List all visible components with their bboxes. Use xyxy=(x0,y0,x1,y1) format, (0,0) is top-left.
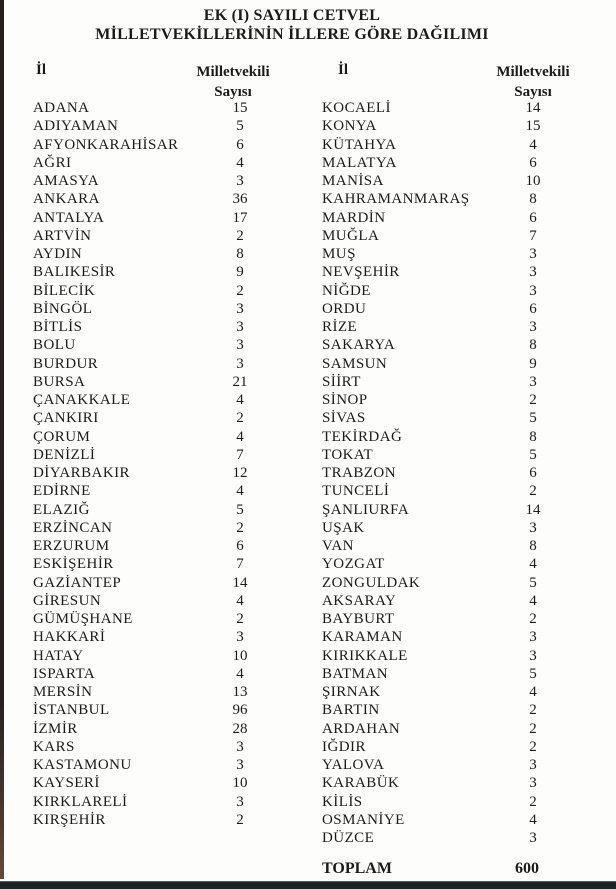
province-name: TUNCELİ xyxy=(322,483,390,500)
document-title xyxy=(0,6,584,44)
mp-count: 2 xyxy=(236,410,244,427)
table-row xyxy=(322,628,592,646)
province-name: ESKİŞEHİR xyxy=(33,556,114,573)
table-row xyxy=(33,701,303,719)
mp-count: 3 xyxy=(529,830,537,846)
mp-count: 2 xyxy=(529,483,537,500)
scan-bottom-bar-artifact xyxy=(0,881,616,889)
table-row xyxy=(33,245,303,263)
province-name: KİLİS xyxy=(322,793,363,810)
mp-count: 4 xyxy=(529,556,537,573)
province-name: NİĞDE xyxy=(322,282,371,299)
column-header-province-left: İl xyxy=(36,62,47,78)
province-name: DENİZLİ xyxy=(33,446,96,463)
province-name: ŞANLIURFA xyxy=(322,501,410,518)
mp-count: 2 xyxy=(529,611,537,627)
table-row xyxy=(33,574,303,592)
table-row xyxy=(322,336,592,354)
province-name: KIRIKKALE xyxy=(322,647,408,664)
province-name: ERZİNCAN xyxy=(33,519,113,536)
table-row xyxy=(33,464,303,482)
province-name: SAKARYA xyxy=(322,337,396,354)
province-name: AFYONKARAHİSAR xyxy=(33,136,179,153)
mp-count: 5 xyxy=(529,446,537,463)
table-row xyxy=(322,172,592,190)
province-name: SİNOP xyxy=(322,392,368,408)
mp-count: 7 xyxy=(529,227,537,244)
mp-count: 12 xyxy=(232,465,248,481)
table-row xyxy=(322,555,592,573)
scan-left-edge-artifact xyxy=(0,0,4,879)
province-name: ARDAHAN xyxy=(322,720,401,737)
province-name: ERZURUM xyxy=(33,538,110,554)
mp-count: 10 xyxy=(525,173,541,189)
table-row xyxy=(322,501,592,519)
province-name: ADIYAMAN xyxy=(33,118,119,135)
mp-count: 4 xyxy=(529,592,537,609)
province-name: KAHRAMANMARAŞ xyxy=(322,191,470,208)
mp-count: 2 xyxy=(529,702,537,719)
table-row xyxy=(33,318,303,336)
province-name: AKSARAY xyxy=(322,592,397,609)
table-row xyxy=(322,117,592,135)
title-line-2: MİLLETVEKİLLERİNİN İLLERE GÖRE DAĞILIMI xyxy=(95,26,489,43)
province-name: DÜZCE xyxy=(322,830,375,846)
mp-count: 4 xyxy=(236,154,244,171)
table-row xyxy=(322,811,592,829)
mp-count: 3 xyxy=(236,337,244,354)
province-name: TEKİRDAĞ xyxy=(322,428,403,445)
mp-count: 3 xyxy=(236,757,244,773)
count-header-line-2: Sayısı xyxy=(214,84,252,100)
province-name: SİVAS xyxy=(322,410,366,427)
province-name: GAZİANTEP xyxy=(33,574,122,591)
table-row xyxy=(322,355,592,373)
mp-count: 4 xyxy=(236,392,244,408)
province-name: MANİSA xyxy=(322,173,384,189)
province-name: YALOVA xyxy=(322,757,385,773)
column-header-count-right xyxy=(473,62,593,102)
mp-count: 4 xyxy=(236,428,244,445)
table-row xyxy=(33,117,303,135)
table-row xyxy=(33,409,303,427)
province-name: KIRKLARELİ xyxy=(33,793,128,810)
province-name: SİİRT xyxy=(322,373,361,390)
mp-count: 15 xyxy=(525,118,541,135)
table-row xyxy=(33,537,303,555)
province-name: GİRESUN xyxy=(33,592,102,609)
province-name: AMASYA xyxy=(33,173,100,189)
province-name: YOZGAT xyxy=(322,556,385,573)
table-row xyxy=(33,172,303,190)
mp-count: 2 xyxy=(236,611,244,627)
mp-count: 2 xyxy=(529,720,537,737)
province-name: MALATYA xyxy=(322,154,397,171)
mp-count: 3 xyxy=(236,319,244,335)
mp-count: 10 xyxy=(232,775,248,792)
province-name: BURDUR xyxy=(33,355,99,372)
table-row xyxy=(322,464,592,482)
table-row xyxy=(322,738,592,756)
mp-count: 15 xyxy=(232,100,248,116)
mp-count: 4 xyxy=(236,592,244,609)
table-row xyxy=(33,355,303,373)
column-header-count-left xyxy=(173,62,293,102)
mp-count: 2 xyxy=(236,519,244,536)
mp-count: 4 xyxy=(529,684,537,700)
province-name: KONYA xyxy=(322,118,377,135)
mp-count: 28 xyxy=(232,720,248,737)
mp-count: 7 xyxy=(236,556,244,573)
total-row xyxy=(322,859,592,879)
table-row xyxy=(33,774,303,792)
province-name: KARABÜK xyxy=(322,775,400,792)
province-name: ADANA xyxy=(33,100,90,116)
table-row xyxy=(322,537,592,555)
total-label: TOPLAM xyxy=(322,860,392,877)
table-row xyxy=(33,683,303,701)
mp-count: 6 xyxy=(236,136,244,153)
table-row xyxy=(322,756,592,774)
province-name: NEVŞEHİR xyxy=(322,264,400,281)
table-row xyxy=(322,774,592,792)
province-name: ANKARA xyxy=(33,191,100,208)
table-row xyxy=(33,793,303,811)
province-name: BALIKESİR xyxy=(33,264,116,281)
province-name: ARTVİN xyxy=(33,227,92,244)
mp-count: 9 xyxy=(236,264,244,281)
province-name: HATAY xyxy=(33,647,84,664)
column-header-province-right: İl xyxy=(338,62,349,78)
mp-count: 17 xyxy=(232,209,248,226)
table-row xyxy=(33,190,303,208)
mp-count: 13 xyxy=(232,684,248,700)
province-name: ELAZIĞ xyxy=(33,501,90,518)
table-row xyxy=(322,209,592,227)
table-row xyxy=(322,829,592,847)
table-row xyxy=(33,756,303,774)
mp-count: 5 xyxy=(236,118,244,135)
mp-count: 5 xyxy=(529,574,537,591)
mp-count: 14 xyxy=(525,100,541,116)
mp-count: 8 xyxy=(529,191,537,208)
province-name: TOKAT xyxy=(322,446,374,463)
mp-count: 14 xyxy=(525,501,541,518)
province-name: ANTALYA xyxy=(33,209,105,226)
mp-count: 21 xyxy=(232,373,248,390)
mp-count: 3 xyxy=(529,246,537,262)
province-name: BİLECİK xyxy=(33,282,96,299)
mp-count: 3 xyxy=(236,173,244,189)
table-row xyxy=(322,647,592,665)
province-name: KASTAMONU xyxy=(33,757,132,773)
province-name: AYDIN xyxy=(33,246,83,262)
province-name: KIRŞEHİR xyxy=(33,811,106,828)
table-row xyxy=(322,665,592,683)
province-name: VAN xyxy=(322,538,354,554)
table-row xyxy=(33,592,303,610)
province-name: MARDİN xyxy=(322,209,386,226)
table-row xyxy=(33,209,303,227)
table-row xyxy=(33,282,303,300)
province-name: HAKKARİ xyxy=(33,629,106,646)
province-name: KARS xyxy=(33,738,75,755)
table-row xyxy=(322,263,592,281)
mp-count: 8 xyxy=(236,246,244,262)
table-row xyxy=(322,245,592,263)
mp-count: 6 xyxy=(529,209,537,226)
mp-count: 6 xyxy=(529,300,537,317)
table-row xyxy=(322,300,592,318)
province-name: MERSİN xyxy=(33,684,93,700)
mp-count: 4 xyxy=(236,483,244,500)
table-row xyxy=(33,519,303,537)
table-row xyxy=(33,738,303,756)
mp-count: 3 xyxy=(529,629,537,646)
mp-count: 4 xyxy=(236,665,244,682)
table-row xyxy=(33,136,303,154)
province-name: BİTLİS xyxy=(33,319,83,335)
mp-count: 8 xyxy=(529,337,537,354)
province-name: BATMAN xyxy=(322,665,389,682)
mp-count: 96 xyxy=(232,702,248,719)
table-row xyxy=(33,154,303,172)
table-row xyxy=(322,373,592,391)
province-name: BAYBURT xyxy=(322,611,395,627)
province-name: TRABZON xyxy=(322,465,396,481)
table-row xyxy=(322,190,592,208)
mp-count: 2 xyxy=(236,282,244,299)
mp-count: 3 xyxy=(529,282,537,299)
table-row xyxy=(33,501,303,519)
mp-count: 10 xyxy=(232,647,248,664)
table-row xyxy=(322,446,592,464)
mp-count: 8 xyxy=(529,428,537,445)
province-name: RİZE xyxy=(322,319,358,335)
table-row xyxy=(322,99,592,117)
mp-count: 36 xyxy=(232,191,248,208)
count-header-line-1: Milletvekili xyxy=(496,64,570,80)
province-name: ÇANKIRI xyxy=(33,410,99,427)
table-row xyxy=(322,409,592,427)
province-name: ZONGULDAK xyxy=(322,574,421,591)
table-row xyxy=(33,227,303,245)
table-row xyxy=(33,263,303,281)
table-row xyxy=(322,793,592,811)
table-row xyxy=(33,482,303,500)
province-name: BİNGÖL xyxy=(33,300,93,317)
table-row xyxy=(322,428,592,446)
column-right xyxy=(322,99,592,847)
table-row xyxy=(322,610,592,628)
province-name: EDİRNE xyxy=(33,483,91,500)
table-row xyxy=(322,592,592,610)
province-name: UŞAK xyxy=(322,519,365,536)
mp-count: 5 xyxy=(529,665,537,682)
province-name: MUŞ xyxy=(322,246,356,262)
table-row xyxy=(322,154,592,172)
table-row xyxy=(33,428,303,446)
mp-count: 3 xyxy=(529,319,537,335)
mp-count: 3 xyxy=(236,629,244,646)
province-name: GÜMÜŞHANE xyxy=(33,611,133,627)
count-header-line-1: Milletvekili xyxy=(196,64,270,80)
mp-count: 3 xyxy=(236,355,244,372)
mp-count: 2 xyxy=(529,738,537,755)
province-name: MUĞLA xyxy=(322,227,380,244)
table-row xyxy=(322,574,592,592)
table-row xyxy=(33,628,303,646)
table-row xyxy=(322,701,592,719)
mp-count: 2 xyxy=(529,392,537,408)
table-row xyxy=(33,336,303,354)
table-row xyxy=(33,446,303,464)
mp-count: 2 xyxy=(236,227,244,244)
province-name: KARAMAN xyxy=(322,629,403,646)
table-row xyxy=(322,227,592,245)
table-row xyxy=(322,720,592,738)
province-name: BURSA xyxy=(33,373,86,390)
table-row xyxy=(33,391,303,409)
table-row xyxy=(33,720,303,738)
province-name: SAMSUN xyxy=(322,355,388,372)
table-row xyxy=(322,482,592,500)
mp-count: 7 xyxy=(236,446,244,463)
province-name: DİYARBAKIR xyxy=(33,465,131,481)
title-line-1: EK (I) SAYILI CETVEL xyxy=(203,7,381,24)
province-name: İSTANBUL xyxy=(33,702,110,719)
table-row xyxy=(33,555,303,573)
mp-count: 2 xyxy=(529,793,537,810)
province-name: OSMANİYE xyxy=(322,811,405,828)
table-row xyxy=(322,519,592,537)
province-name: ÇORUM xyxy=(33,428,91,445)
province-name: ŞIRNAK xyxy=(322,684,381,700)
mp-count: 9 xyxy=(529,355,537,372)
total-value: 600 xyxy=(515,860,539,877)
table-row xyxy=(33,99,303,117)
table-row xyxy=(33,647,303,665)
mp-count: 2 xyxy=(236,811,244,828)
mp-count: 5 xyxy=(236,501,244,518)
table-row xyxy=(322,282,592,300)
province-name: KÜTAHYA xyxy=(322,136,397,153)
table-row xyxy=(33,300,303,318)
mp-count: 3 xyxy=(236,738,244,755)
table-row xyxy=(322,136,592,154)
province-name: ISPARTA xyxy=(33,665,96,682)
mp-count: 3 xyxy=(529,775,537,792)
mp-count: 6 xyxy=(529,154,537,171)
table-row xyxy=(33,811,303,829)
table-row xyxy=(322,683,592,701)
province-name: BOLU xyxy=(33,337,76,354)
table-row xyxy=(322,318,592,336)
province-name: AĞRI xyxy=(33,154,72,171)
table-row xyxy=(33,665,303,683)
table-row xyxy=(33,373,303,391)
mp-count: 3 xyxy=(529,519,537,536)
mp-count: 3 xyxy=(529,373,537,390)
mp-count: 3 xyxy=(236,300,244,317)
mp-count: 6 xyxy=(236,538,244,554)
mp-count: 4 xyxy=(529,136,537,153)
province-name: KOCAELİ xyxy=(322,100,391,116)
province-name: BARTIN xyxy=(322,702,380,719)
province-name: ORDU xyxy=(322,300,367,317)
mp-count: 3 xyxy=(529,264,537,281)
mp-count: 6 xyxy=(529,465,537,481)
count-header-line-2: Sayısı xyxy=(514,84,552,100)
province-name: KAYSERİ xyxy=(33,775,100,792)
mp-count: 14 xyxy=(232,574,248,591)
mp-count: 5 xyxy=(529,410,537,427)
mp-count: 3 xyxy=(529,647,537,664)
province-name: IĞDIR xyxy=(322,738,366,755)
province-name: İZMİR xyxy=(33,720,78,737)
column-left xyxy=(33,99,303,829)
mp-count: 4 xyxy=(529,811,537,828)
table-row xyxy=(322,391,592,409)
mp-count: 3 xyxy=(236,793,244,810)
province-name: ÇANAKKALE xyxy=(33,392,131,408)
mp-count: 8 xyxy=(529,538,537,554)
mp-count: 3 xyxy=(529,757,537,773)
table-row xyxy=(33,610,303,628)
